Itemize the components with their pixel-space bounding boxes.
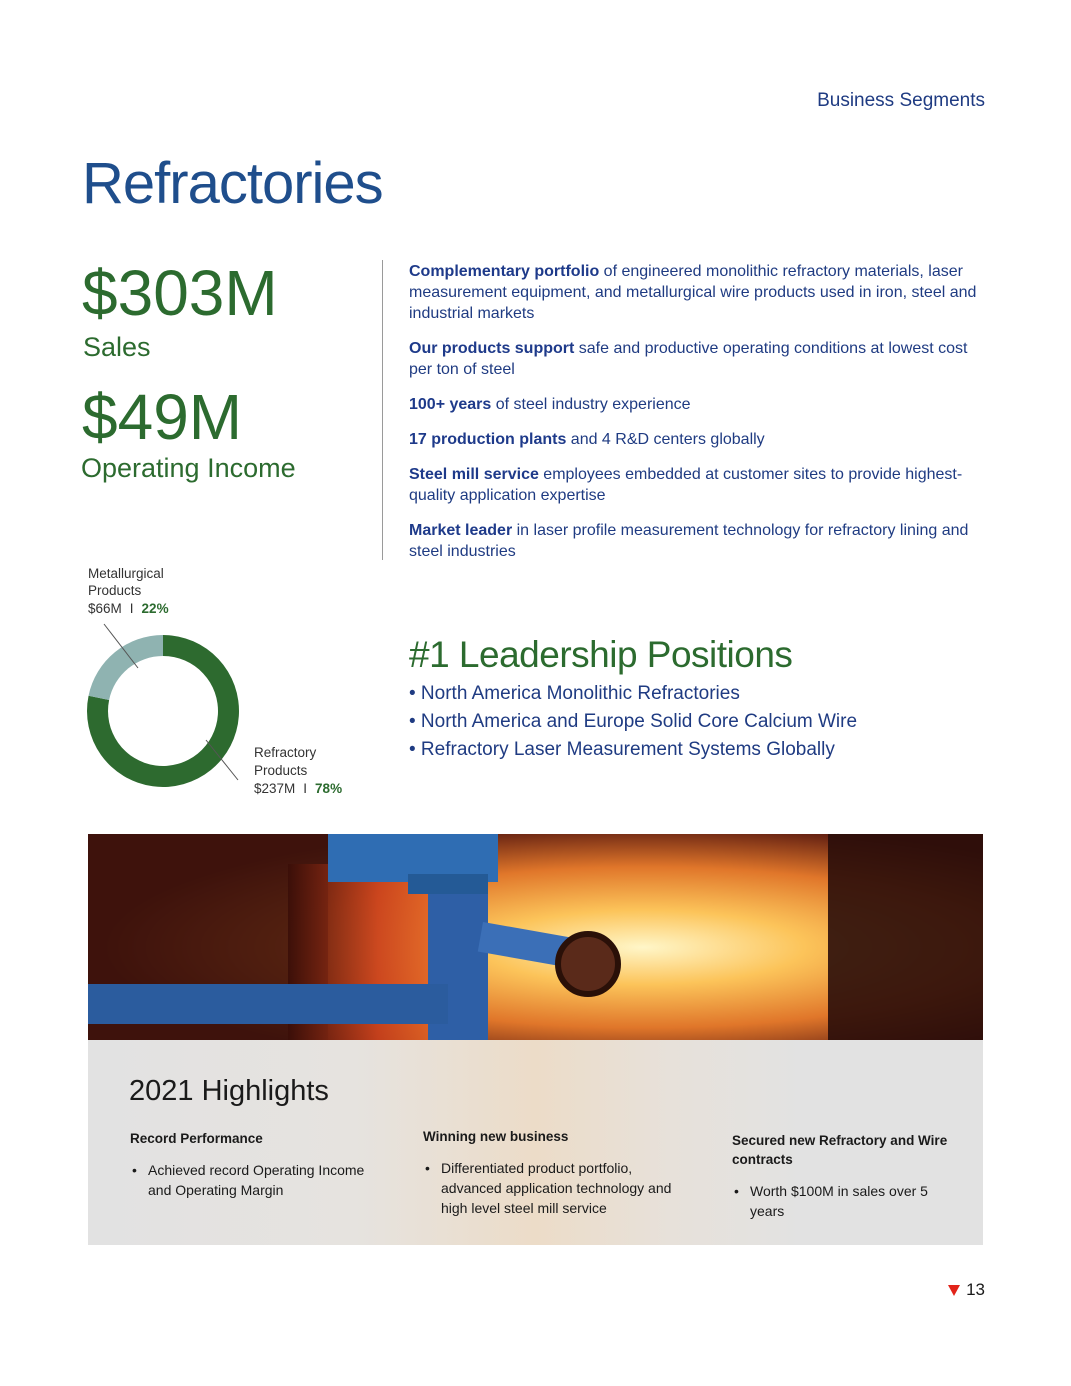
fact-item [409, 394, 979, 415]
fact-item [409, 464, 979, 506]
leadership-list [409, 680, 857, 764]
donut-svg [0, 560, 380, 820]
triangle-logo-icon [948, 1285, 960, 1296]
highlight-heading: Secured new Refractory and Wire contracts [732, 1133, 948, 1167]
separator: I [303, 781, 308, 796]
section-label: Business Segments [817, 90, 985, 111]
fact-bold: Market leader [409, 522, 513, 539]
sales-donut-chart [0, 560, 380, 820]
fact-text: and 4 R&D centers globally [566, 431, 765, 448]
highlight-column [130, 1129, 380, 1200]
fact-item [409, 429, 979, 450]
highlight-bullet: • Differentiated product portfolio, advanced application technology and high level steel mill service [441, 1158, 688, 1218]
label-refractory-value [254, 781, 342, 796]
fact-list [409, 261, 979, 576]
highlight-heading: Winning new business [423, 1129, 569, 1144]
fact-bold: 100+ years [409, 396, 492, 413]
furnace-photo [88, 834, 983, 1040]
leadership-item: • Refractory Laser Measurement Systems Globally [409, 739, 835, 760]
sales-label: Sales [83, 332, 151, 362]
fact-text: safe and productive operating conditions at lowest cost per ton of steel [409, 340, 968, 378]
leadership-item: • North America Monolithic Refractories [409, 683, 740, 704]
fact-text: of engineered monolithic refractory materials, laser measurement equipment, and metallurgical wire products used in iron, steel and industrial markets [409, 263, 977, 322]
fact-item [409, 338, 979, 380]
furnace-illustration [88, 834, 983, 1040]
highlight-heading: Record Performance [130, 1131, 263, 1146]
label-metallurgical-line1: Metallurgical [88, 566, 164, 581]
fact-text: in laser profile measurement technology for refractory lining and steel industries [409, 522, 969, 560]
highlight-bullet: • Worth $100M in sales over 5 years [750, 1181, 952, 1221]
highlight-column [423, 1127, 688, 1218]
fact-text: employees embedded at customer sites to provide highest-quality application expertise [409, 466, 963, 504]
label-metallurgical-value [88, 601, 169, 616]
donut-slice-metallurgical-products [89, 635, 163, 700]
label-metallurgical-line2: Products [88, 583, 142, 598]
amount-refractory: $237M [254, 781, 296, 796]
fact-item [409, 520, 979, 562]
label-refractory-line1: Refractory [254, 745, 317, 760]
operating-income-label: Operating Income [81, 453, 296, 483]
operating-income-value: $49M [82, 381, 243, 453]
divider-line [382, 260, 383, 560]
amount-metallurgical: $66M [88, 601, 122, 616]
highlights-panel [88, 1040, 983, 1245]
page-number [948, 1280, 985, 1300]
fact-bold: Steel mill service [409, 466, 539, 483]
fact-item [409, 261, 979, 324]
separator: I [129, 601, 134, 616]
highlight-bullets [732, 1181, 952, 1221]
leadership-item: • North America and Europe Solid Core Calcium Wire [409, 711, 858, 732]
label-refractory-line2: Products [254, 763, 308, 778]
sales-value: $303M [82, 257, 278, 329]
highlight-column [732, 1131, 952, 1221]
highlights-title: 2021 Highlights [129, 1075, 329, 1107]
page-number-text: 13 [966, 1280, 985, 1299]
highlight-bullets [423, 1158, 688, 1218]
fact-bold: 17 production plants [409, 431, 567, 448]
pct-metallurgical: 22% [141, 601, 169, 616]
fact-bold: Our products support [409, 340, 575, 357]
highlight-bullets [130, 1160, 380, 1200]
page-title: Refractories [82, 151, 383, 216]
pct-refractory: 78% [315, 781, 343, 796]
fact-bold: Complementary portfolio [409, 263, 600, 280]
fact-text: of steel industry experience [491, 396, 691, 413]
highlight-bullet: • Achieved record Operating Income and Operating Margin [148, 1160, 380, 1200]
leadership-title: #1 Leadership Positions [409, 634, 793, 675]
